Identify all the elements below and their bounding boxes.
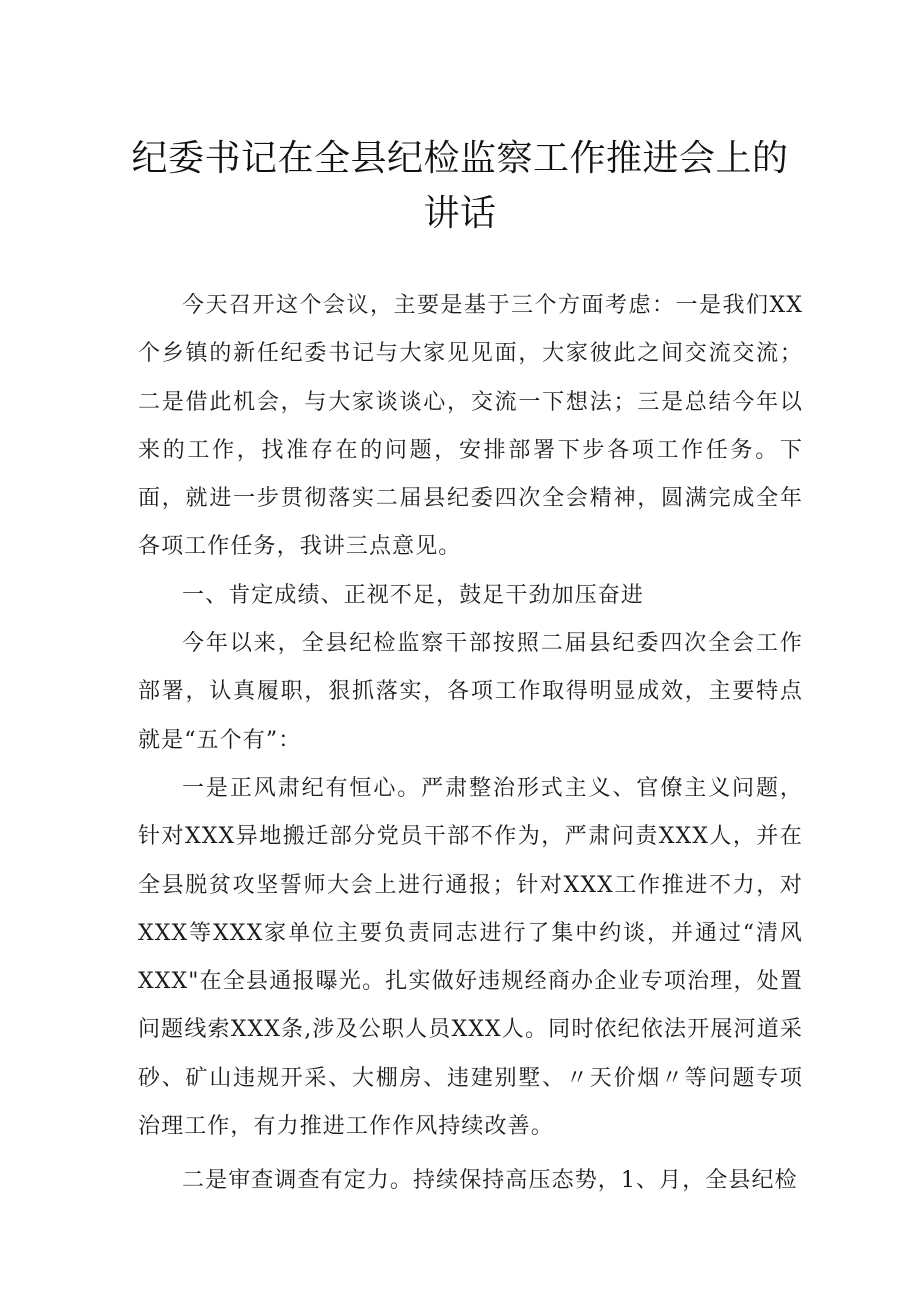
paragraph-intro: 今天召开这个会议，主要是基于三个方面考虑：一是我们XX个乡镇的新任纪委书记与大家见见面，大家彼此之间交流交流；二是借此机会，与大家谈谈心，交流一下想法；三是总结今年以来的工作，找准存在的问题，安排部署下步各项工作任务。下面，就进一步贯彻落实二届县纪委四次全会精神，圆满完成全年各项工作任务，我讲三点意见。	[138, 293, 803, 560]
document-title-line-2: 讲话	[423, 193, 497, 234]
document-title-line-1: 纪委书记在全县纪检监察工作推进会上的	[131, 138, 789, 179]
paragraph-achievements: 今年以来，全县纪检监察干部按照二届县纪委四次全会工作部署，认真履职，狠抓落实，各项工作取得明显成效，主要特点就是“五个有”：	[138, 631, 803, 753]
paragraph-point-2: 二是审查调查有定力。持续保持高压态势，1、月，全县纪检	[182, 1168, 798, 1194]
section-heading-1: 一、肯定成绩、正视不足，鼓足干劲加压奋进	[182, 582, 645, 608]
paragraph-point-1: 一是正风肃纪有恒心。严肃整治形式主义、官僚主义问题，针对XXX异地搬迁部分党员干部不作为，严肃问责XXX人，并在全县脱贫攻坚誓师大会上进行通报；针对XXX工作推进不力，对XXX等XXX家单位主要负责同志进行了集中约谈，并通过“清风XXX"在全县通报曝光。扎实做好违规经商办企业专项治理，处置问题线索XXX条,涉及公职人员XXX人。同时依纪依法开展河道采砂、矿山违规开采、大棚房、违建别墅、〃天价烟〃等问题专项治理工作，有力推进工作作风持续改善。	[138, 775, 803, 1140]
document-body	[138, 282, 803, 1206]
